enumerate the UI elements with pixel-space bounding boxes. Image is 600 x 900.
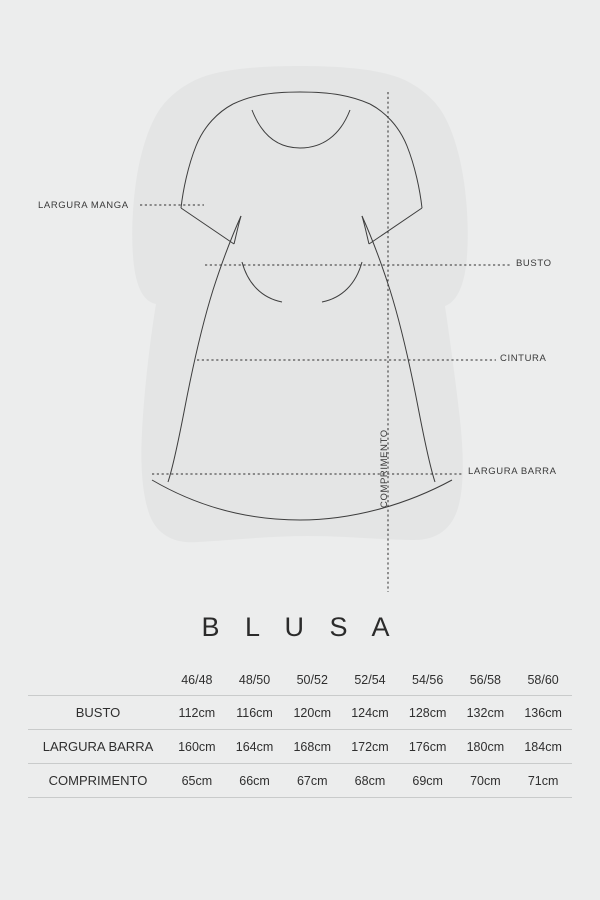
size-column-header: 46/48 bbox=[168, 664, 226, 696]
size-column-header: 48/50 bbox=[226, 664, 284, 696]
size-column-header: 52/54 bbox=[341, 664, 399, 696]
page-title: B L U S A bbox=[201, 612, 399, 642]
table-cell: 70cm bbox=[457, 764, 515, 798]
table-row bbox=[28, 730, 572, 764]
size-table-wrapper bbox=[28, 664, 572, 798]
table-cell: 160cm bbox=[168, 730, 226, 764]
row-label-busto: BUSTO bbox=[28, 696, 168, 730]
callout-hem-width: LARGURA BARRA bbox=[468, 466, 557, 477]
table-cell: 136cm bbox=[514, 696, 572, 730]
table-cell: 124cm bbox=[341, 696, 399, 730]
table-cell: 180cm bbox=[457, 730, 515, 764]
table-cell: 116cm bbox=[226, 696, 284, 730]
callout-waist: CINTURA bbox=[500, 353, 547, 364]
table-cell: 184cm bbox=[514, 730, 572, 764]
table-cell: 172cm bbox=[341, 730, 399, 764]
size-table-head bbox=[28, 664, 572, 696]
size-column-header: 50/52 bbox=[283, 664, 341, 696]
row-label-comprimento: COMPRIMENTO bbox=[28, 764, 168, 798]
size-table bbox=[28, 664, 572, 798]
table-header-row bbox=[28, 664, 572, 696]
table-cell: 65cm bbox=[168, 764, 226, 798]
table-cell: 71cm bbox=[514, 764, 572, 798]
table-cell: 69cm bbox=[399, 764, 457, 798]
garment-silhouette bbox=[132, 66, 467, 542]
size-column-header: 58/60 bbox=[514, 664, 572, 696]
table-cell: 67cm bbox=[283, 764, 341, 798]
table-cell: 112cm bbox=[168, 696, 226, 730]
size-column-header: 56/58 bbox=[457, 664, 515, 696]
table-row bbox=[28, 696, 572, 730]
table-cell: 168cm bbox=[283, 730, 341, 764]
callout-length: COMPRIMENTO bbox=[379, 429, 390, 508]
size-column-header: 54/56 bbox=[399, 664, 457, 696]
table-corner-cell bbox=[28, 664, 168, 696]
table-cell: 120cm bbox=[283, 696, 341, 730]
table-cell: 66cm bbox=[226, 764, 284, 798]
table-cell: 132cm bbox=[457, 696, 515, 730]
callout-sleeve-width: LARGURA MANGA bbox=[38, 200, 129, 211]
table-cell: 176cm bbox=[399, 730, 457, 764]
table-row bbox=[28, 764, 572, 798]
table-cell: 68cm bbox=[341, 764, 399, 798]
row-label-largura-barra: LARGURA BARRA bbox=[28, 730, 168, 764]
size-table-body bbox=[28, 696, 572, 798]
callout-bust: BUSTO bbox=[516, 258, 552, 269]
table-cell: 164cm bbox=[226, 730, 284, 764]
table-cell: 128cm bbox=[399, 696, 457, 730]
